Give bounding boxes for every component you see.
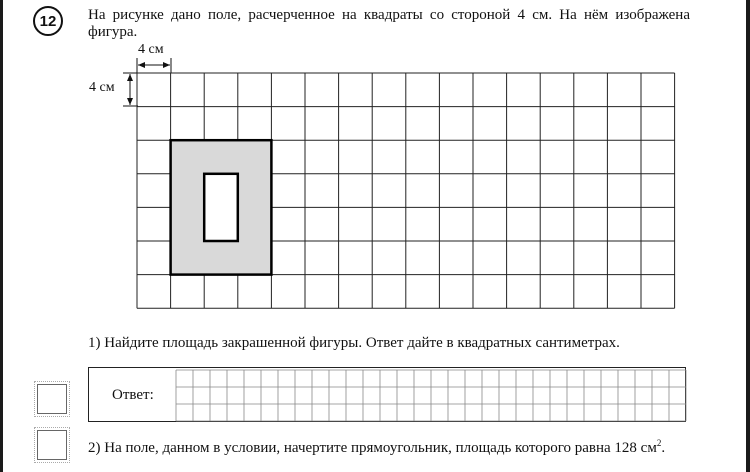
question-2-main: 2) На поле, данном в условии, начертите прямоугольник, площадь которого равна 128 см (88, 440, 657, 456)
task-intro-text: На рисунке дано поле, расчерченное на квадраты со стороной 4 см. На нём изображена фигура. (88, 7, 690, 40)
answer-checkbox-1[interactable] (37, 384, 67, 414)
question-2-text (88, 438, 665, 457)
answer-box[interactable] (88, 367, 686, 422)
question-1-text: 1) Найдите площадь закрашенной фигуры. Ответ дайте в квадратных сантиметрах. (88, 335, 620, 351)
question-2-suffix: . (661, 440, 666, 456)
answer-cells[interactable] (89, 368, 687, 423)
shaded-figure (171, 140, 272, 274)
question-2-superscript: 2 (656, 438, 662, 448)
cell-height-label: 4 см (89, 80, 115, 95)
task-number: 12 (39, 12, 57, 30)
answer-checkbox-2[interactable] (37, 430, 67, 460)
dimension-arrows (123, 58, 171, 106)
cell-width-label: 4 см (138, 42, 164, 57)
hole-rect (204, 174, 238, 241)
answer-label: Ответ: (112, 387, 154, 403)
